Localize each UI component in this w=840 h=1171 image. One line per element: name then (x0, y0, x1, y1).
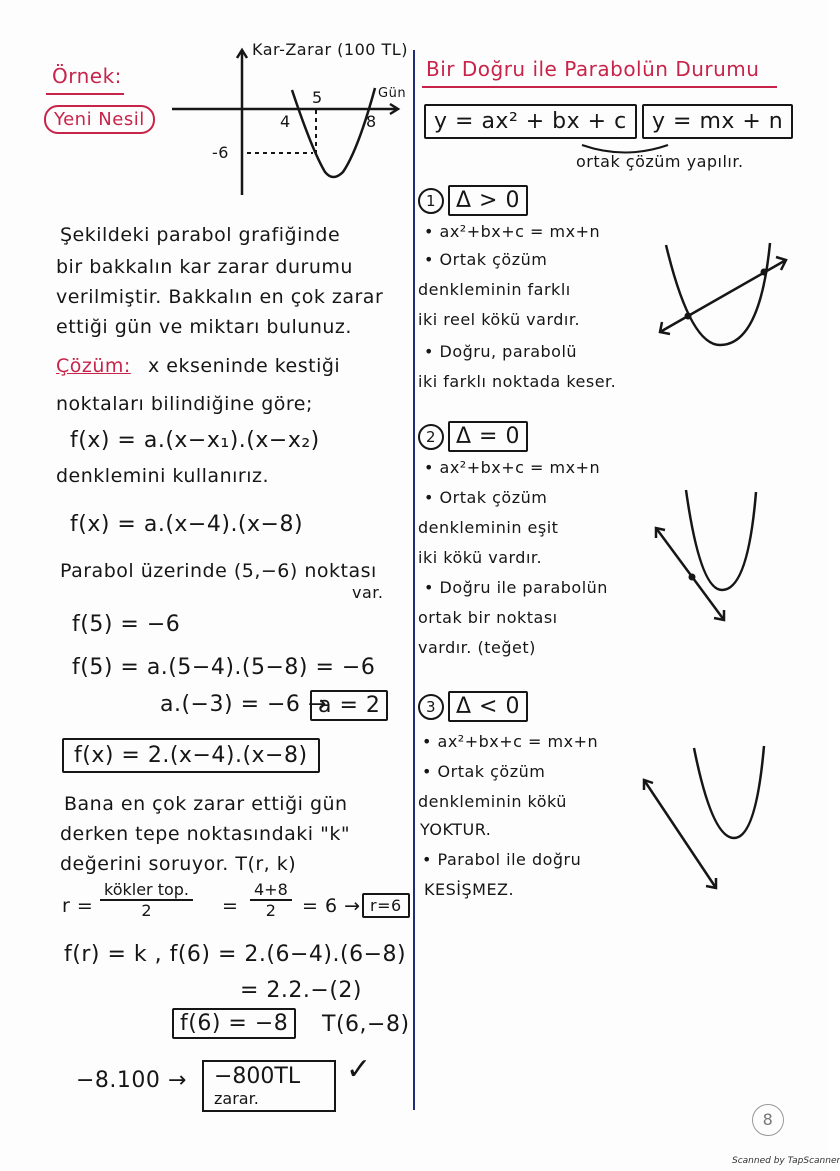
case-line: ortak bir noktası (418, 608, 558, 627)
case-line: KESİŞMEZ. (424, 880, 515, 899)
solution-line: noktaları bilindiğine göre; (56, 393, 313, 415)
case-line: • ax²+bx+c = mx+n (424, 458, 601, 477)
problem-line: verilmiştir. Bakkalın en çok zarar (56, 286, 384, 308)
solution-line: denklemini kullanırız. (56, 465, 269, 487)
r-numerator-2: 4+8 (250, 880, 292, 901)
equation: −8.100 → (76, 1068, 187, 1093)
x-axis-label: Gün (378, 86, 407, 101)
equation: a.(−3) = −6 → (160, 692, 327, 717)
line-equation-box: y = mx + n (642, 104, 793, 139)
case-line: iki kökü vardır. (418, 548, 543, 567)
tick-5: 5 (312, 88, 323, 107)
r-eq2: = (222, 895, 239, 917)
yeni-nesil-tag: Yeni Nesil (44, 105, 155, 134)
no-intersection-sketch (644, 746, 764, 888)
case-line: • Ortak çözüm (422, 762, 546, 781)
case-number: 3 (418, 694, 444, 720)
case-line: • ax²+bx+c = mx+n (424, 222, 601, 241)
case-line: denkleminin farklı (418, 280, 571, 299)
r-eq3: = 6 → (302, 895, 361, 917)
page-number: 8 (752, 1104, 784, 1136)
theory-title: Bir Doğru ile Parabolün Durumu (426, 57, 760, 81)
tick-8: 8 (366, 112, 377, 131)
result-f6-box: f(6) = −8 (172, 1008, 296, 1039)
secant-sketch (660, 243, 786, 345)
case-line: denkleminin kökü (418, 792, 567, 811)
problem-line: Şekildeki parabol grafiğinde (60, 224, 341, 246)
solution-label: Çözüm: (56, 355, 131, 377)
case-line: • Doğru ile parabolün (424, 578, 608, 597)
r-result-box: r=6 (362, 893, 410, 918)
problem-line: ettiği gün ve miktarı bulunuz. (56, 316, 352, 338)
solution-line: Bana en çok zarar ettiği gün (64, 793, 348, 815)
parabola-equation-box: y = ax² + bx + c (424, 104, 637, 139)
r-denominator: 2 (141, 901, 152, 920)
tick-4: 4 (280, 112, 291, 131)
case-condition: Δ < 0 (448, 691, 528, 722)
solution-line: değerini soruyor. T(r, k) (60, 853, 297, 875)
case-line: • Ortak çözüm (424, 250, 548, 269)
solution-line: derken tepe noktasındaki "k" (60, 823, 351, 845)
tick-neg6: -6 (212, 143, 229, 162)
formula-roots: f(x) = a.(x−4).(x−8) (70, 512, 304, 537)
tangent-sketch (656, 490, 756, 620)
case-condition: Δ > 0 (448, 185, 528, 216)
r-numerator: kökler top. (100, 880, 193, 901)
case-line: iki farklı noktada keser. (418, 372, 617, 391)
case-line: • Ortak çözüm (424, 488, 548, 507)
equation: = 2.2.−(2) (240, 978, 363, 1003)
case-number: 1 (418, 188, 444, 214)
result-fx-box: f(x) = 2.(x−4).(x−8) (62, 738, 320, 773)
r-eq: r = (62, 895, 94, 917)
common-solution-note: ortak çözüm yapılır. (576, 152, 744, 171)
case-line: iki reel kökü vardır. (418, 310, 581, 329)
solution-line: Parabol üzerinde (5,−6) noktası (60, 560, 377, 582)
equation: f(5) = −6 (72, 612, 181, 637)
equation: f(r) = k , f(6) = 2.(6−4).(6−8) (64, 942, 407, 967)
case-line: • ax²+bx+c = mx+n (422, 732, 599, 751)
case-line: • Doğru, parabolü (424, 342, 578, 361)
final-answer-word: zarar. (214, 1089, 259, 1108)
equation: f(5) = a.(5−4).(5−8) = −6 (72, 655, 376, 680)
problem-line: bir bakkalın kar zarar durumu (56, 256, 353, 278)
result-a-box: a = 2 (310, 690, 388, 721)
solution-line: x ekseninde kestiği (148, 355, 341, 377)
solution-line: var. (352, 583, 384, 602)
vertex-point: T(6,−8) (322, 1012, 410, 1037)
case-line: denkleminin eşit (418, 518, 559, 537)
scanner-watermark: Scanned by TapScanner (732, 1156, 840, 1166)
case-line: vardır. (teğet) (418, 638, 536, 657)
case-line: • Parabol ile doğru (422, 850, 582, 869)
case-line: YOKTUR. (420, 820, 492, 839)
case-number: 2 (418, 424, 444, 450)
case-condition: Δ = 0 (448, 421, 528, 452)
final-answer-amount: −800TL (214, 1064, 301, 1089)
r-denominator-2: 2 (265, 901, 276, 920)
y-axis-label: Kar-Zarar (100 TL) (252, 40, 408, 59)
example-label: Örnek: (52, 64, 122, 88)
formula-general: f(x) = a.(x−x₁).(x−x₂) (70, 428, 320, 453)
check-mark-icon: ✓ (346, 1052, 372, 1087)
